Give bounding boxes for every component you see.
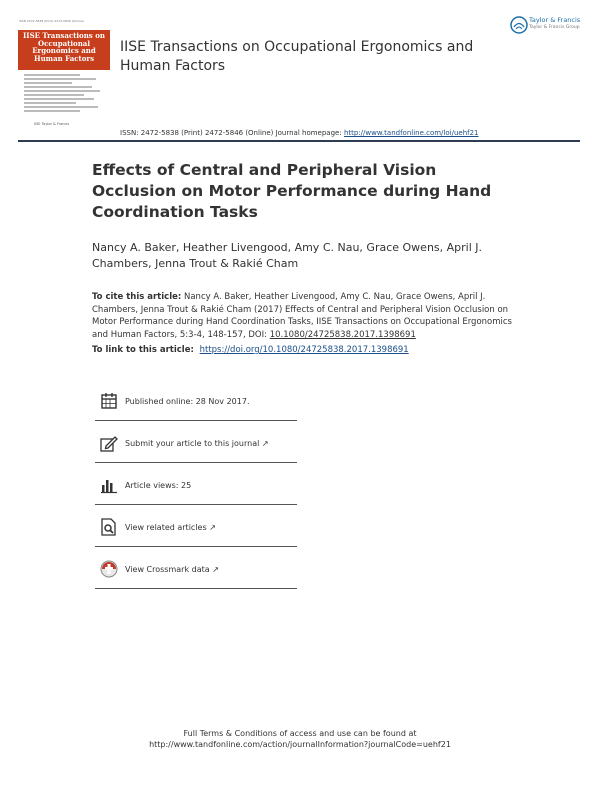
cover-title: IISE Transactions on Occupational Ergonomics and Human Factors bbox=[23, 31, 105, 63]
article-link-line bbox=[92, 345, 409, 355]
cover-contents bbox=[24, 74, 104, 114]
issn-line bbox=[120, 129, 479, 137]
citation-doi-link[interactable]: 10.1080/24725838.2017.1398691 bbox=[269, 329, 416, 340]
submit-article-link[interactable]: Submit your article to this journal ↗ bbox=[125, 439, 269, 448]
external-link-icon: ↗ bbox=[209, 523, 216, 532]
article-views-text: Article views: 25 bbox=[125, 481, 192, 490]
article-title: Effects of Central and Peripheral Vision Occlusion on Motor Performance during Hand Coordination Tasks bbox=[92, 161, 492, 221]
article-doi-link[interactable]: https://doi.org/10.1080/24725838.2017.1398691 bbox=[199, 345, 409, 355]
cover-header: ISSN 2472-5838 (Print) 2472-5846 (Online) bbox=[19, 19, 84, 23]
footer-terms-link[interactable]: http://www.tandfonline.com/action/journalInformation?journalCode=uehf21 bbox=[149, 740, 451, 749]
published-online-row bbox=[95, 380, 297, 421]
article-views-row bbox=[95, 464, 297, 505]
document-search-icon bbox=[100, 518, 118, 536]
edit-icon bbox=[100, 434, 118, 452]
submit-article-row[interactable] bbox=[95, 422, 297, 463]
crossmark-row[interactable] bbox=[95, 548, 297, 589]
tf-logo-icon bbox=[510, 16, 528, 34]
footer bbox=[100, 728, 500, 750]
bar-chart-icon bbox=[100, 476, 118, 494]
journal-title: IISE Transactions on Occupational Ergonomics and Human Factors bbox=[120, 39, 474, 74]
link-label: To link to this article: bbox=[92, 345, 194, 355]
citation-label: To cite this article: bbox=[92, 292, 182, 302]
related-articles-link[interactable]: View related articles ↗ bbox=[125, 523, 216, 532]
cover-logos: IISE Taylor & Francis bbox=[34, 122, 70, 126]
tf-logo-sub: Taylor & Francis Group bbox=[529, 25, 580, 30]
citation-block bbox=[92, 291, 512, 341]
header-divider bbox=[18, 140, 580, 142]
article-authors: Nancy A. Baker, Heather Livengood, Amy C. Nau, Grace Owens, April J. Chambers, Jenna Trout & Rakié Cham bbox=[92, 241, 483, 270]
external-link-icon: ↗ bbox=[261, 439, 269, 448]
taylor-francis-logo[interactable] bbox=[510, 16, 588, 34]
crossmark-icon bbox=[100, 560, 118, 578]
issn-text: ISSN: 2472-5838 (Print) 2472-5846 (Online) Journal homepage: bbox=[120, 129, 342, 137]
journal-homepage-link[interactable]: http://www.tandfonline.com/loi/uehf21 bbox=[343, 129, 479, 137]
external-link-icon: ↗ bbox=[212, 565, 219, 574]
crossmark-link[interactable]: View Crossmark data ↗ bbox=[125, 565, 219, 574]
citation-text: Nancy A. Baker, Heather Livengood, Amy C. Nau, Grace Owens, April J. Chambers, Jenna Trout & Rakié Cham (2017) Effects of Central and Peripheral Vision Occlusion on Motor Performance during Hand Coordination Tasks, IISE Transactions on Occupational Ergonomics and Human Factors, 5:3-4, 148-157, DOI: bbox=[92, 292, 512, 340]
related-articles-row[interactable] bbox=[95, 506, 297, 547]
journal-cover bbox=[18, 18, 110, 136]
cover-title-band bbox=[18, 30, 110, 70]
calendar-icon bbox=[100, 392, 118, 410]
footer-terms-text: Full Terms & Conditions of access and use can be found at bbox=[183, 729, 417, 738]
tf-logo-name: Taylor & Francis bbox=[529, 16, 581, 24]
published-online-text: Published online: 28 Nov 2017. bbox=[125, 397, 250, 406]
